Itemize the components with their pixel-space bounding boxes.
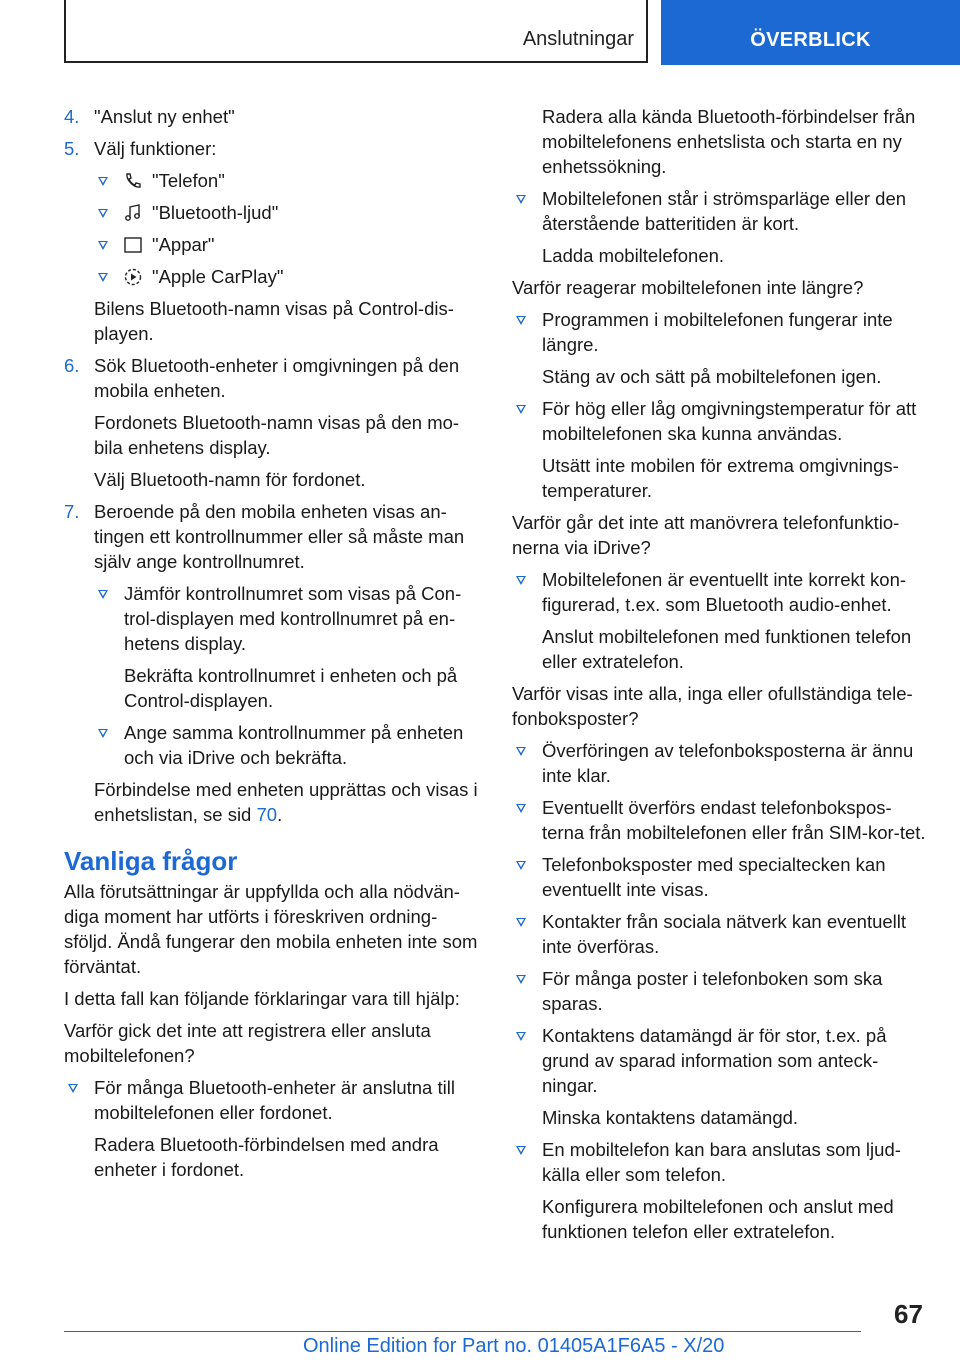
function-bluetooth-audio: [94, 200, 484, 225]
step-4: [64, 104, 484, 129]
sub-text: Ange samma kontrollnummer på enheten och via iDrive och bekräfta.: [124, 722, 464, 768]
answer-text: För många poster i telefonboken som ska sparas.: [542, 968, 883, 1014]
section-tab[interactable]: [64, 0, 648, 63]
answer-text: En mobiltelefon kan bara anslutas som ljud-källa eller som telefon.: [542, 1139, 901, 1185]
answer-note: Ladda mobiltelefonen.: [542, 245, 725, 266]
section-label: Anslutningar: [522, 28, 634, 50]
step-5: [64, 136, 484, 346]
answer-bullet: [512, 795, 932, 845]
answer-note: Konfigurera mobiltelefonen och anslut med funktionen telefon eller extratelefon.: [542, 1196, 894, 1242]
phone-icon: [124, 172, 142, 190]
sub-note: Bekräfta kontrollnumret i enheten och på Control-displayen.: [124, 665, 458, 711]
answer-note: Stäng av och sätt på mobiltelefonen igen.: [542, 366, 882, 387]
left-column: [64, 104, 484, 1189]
function-label: "Apple CarPlay": [152, 266, 284, 287]
overview-tab[interactable]: [661, 0, 960, 65]
bullet-triangle-icon: [516, 195, 526, 204]
bullet-triangle-icon: [68, 1084, 78, 1093]
question: Varför reagerar mobiltelefonen inte längre?: [512, 277, 864, 298]
answer-note: Radera Bluetooth-förbindelsen med andra enheter i fordonet.: [94, 1134, 439, 1180]
bullet-triangle-icon: [516, 861, 526, 870]
bullet-triangle-icon: [516, 975, 526, 984]
paragraph: I detta fall kan följande förklaringar vara till hjälp:: [64, 988, 460, 1009]
answer-note: Radera alla kända Bluetooth-förbindelser från mobiltelefonens enhetslista och starta en ny enhetssökning.: [542, 106, 916, 177]
answer-note: Anslut mobiltelefonen med funktionen telefon eller extratelefon.: [542, 626, 912, 672]
answer-bullet: [512, 852, 932, 902]
answer-bullet: [64, 1075, 484, 1182]
question: Varför går det inte att manövrera telefonfunktio-nerna via iDrive?: [512, 512, 900, 558]
bullet-triangle-icon: [98, 590, 108, 599]
carplay-icon: [124, 268, 142, 286]
answer-bullet: [512, 307, 932, 389]
step-note: Bilens Bluetooth-namn visas på Control-dis-playen.: [94, 298, 454, 344]
bullet-triangle-icon: [516, 918, 526, 927]
right-column: [512, 104, 932, 1251]
step-7: [64, 499, 484, 827]
page-number: 67: [894, 1299, 923, 1329]
step-text: Sök Bluetooth-enheter i omgivningen på den mobila enheten.: [94, 355, 460, 401]
bullet-triangle-icon: [516, 1032, 526, 1041]
overview-label: ÖVERBLICK: [750, 29, 871, 51]
answer-text: Mobiltelefonen står i strömsparläge eller den återstående batteritiden är kort.: [542, 188, 907, 234]
step-note: Fordonets Bluetooth-namn visas på den mo-bila enhetens display.: [94, 412, 460, 458]
bullet-triangle-icon: [98, 273, 108, 282]
question: Varför gick det inte att registrera eller ansluta mobiltelefonen?: [64, 1020, 431, 1066]
answer-bullet: [512, 567, 932, 674]
apps-icon: [124, 236, 142, 254]
step-number: 7.: [64, 501, 80, 522]
function-telefon: [94, 168, 484, 193]
question: Varför visas inte alla, inga eller ofullständiga tele-fonboksposter?: [512, 683, 913, 729]
bullet-triangle-icon: [516, 1146, 526, 1155]
answer-bullet: [512, 738, 932, 788]
note-text: Förbindelse med enheten upprättas och visas i enhetslistan, se sid: [94, 779, 478, 825]
bullet-triangle-icon: [98, 241, 108, 250]
answer-text: Kontaktens datamängd är för stor, t.ex. på grund av sparad information som anteck-ningar.: [542, 1025, 887, 1096]
function-label: "Appar": [152, 234, 215, 255]
step-note: Välj Bluetooth-namn för fordonet.: [94, 469, 366, 490]
answer-text: För många Bluetooth-enheter är anslutna till mobiltelefonen eller fordonet.: [94, 1077, 455, 1123]
page-header: [64, 0, 960, 65]
answer-continuation: [512, 104, 932, 179]
sub-text: Jämför kontrollnumret som visas på Con-trol-displayen med kontrollnumret på en-hetens display.: [124, 583, 462, 654]
answer-bullet: [512, 186, 932, 268]
step-text: "Anslut ny enhet": [94, 106, 235, 127]
answer-bullet: [512, 1137, 932, 1244]
answer-bullet: [512, 1023, 932, 1130]
function-carplay: [94, 264, 484, 289]
answer-text: Överföringen av telefonboksposterna är ännu inte klar.: [542, 740, 914, 786]
answer-text: För hög eller låg omgivningstemperatur för att mobiltelefonen ska kunna användas.: [542, 398, 917, 444]
answer-note: Utsätt inte mobilen för extrema omgivnings-temperaturer.: [542, 455, 899, 501]
faq-heading: Vanliga frågor: [64, 846, 238, 876]
answer-text: Telefonboksposter med specialtecken kan eventuellt inte visas.: [542, 854, 886, 900]
answer-text: Mobiltelefonen är eventuellt inte korrekt kon-figurerad, t.ex. som Bluetooth audio-enhet.: [542, 569, 907, 615]
function-label: "Telefon": [152, 170, 225, 191]
music-note-icon: [124, 204, 142, 222]
answer-note: Minska kontaktens datamängd.: [542, 1107, 799, 1128]
answer-bullet: [512, 909, 932, 959]
step-text: Beroende på den mobila enheten visas an-tingen ett kontrollnummer eller så måste man själv ange kontrollnumret.: [94, 501, 465, 572]
footer-divider: [64, 1331, 861, 1332]
bullet-triangle-icon: [98, 177, 108, 186]
bullet-triangle-icon: [98, 729, 108, 738]
bullet-triangle-icon: [516, 804, 526, 813]
bullet-triangle-icon: [516, 576, 526, 585]
function-label: "Bluetooth-ljud": [152, 202, 279, 223]
bullet-triangle-icon: [516, 747, 526, 756]
bullet-triangle-icon: [516, 405, 526, 414]
paragraph: Alla förutsättningar är uppfyllda och alla nödvän-diga moment har utförts i föreskriven ordning-sföljd. Ändå fungerar den mobila enheten inte som förväntat.: [64, 881, 478, 977]
step-6: [64, 353, 484, 492]
footer-edition[interactable]: Online Edition for Part no. 01405A1F6A5 - X/20: [303, 1335, 725, 1357]
step-number: 4.: [64, 106, 80, 127]
sub-bullet: [94, 720, 484, 770]
answer-text: Kontakter från sociala nätverk kan eventuellt inte överföras.: [542, 911, 907, 957]
function-apps: [94, 232, 484, 257]
page-link[interactable]: 70: [256, 804, 278, 825]
step-number: 5.: [64, 138, 80, 159]
sub-bullet: [94, 581, 484, 713]
note-text: .: [277, 804, 283, 825]
bullet-triangle-icon: [516, 316, 526, 325]
answer-bullet: [512, 396, 932, 503]
answer-bullet: [512, 966, 932, 1016]
step-note: [94, 777, 484, 827]
answer-text: Eventuellt överförs endast telefonbokspos-terna från mobiltelefonen eller från SIM-kor-tet.: [542, 797, 926, 843]
step-number: 6.: [64, 355, 80, 376]
answer-text: Programmen i mobiltelefonen fungerar inte längre.: [542, 309, 893, 355]
step-text: Välj funktioner:: [94, 138, 217, 159]
bullet-triangle-icon: [98, 209, 108, 218]
